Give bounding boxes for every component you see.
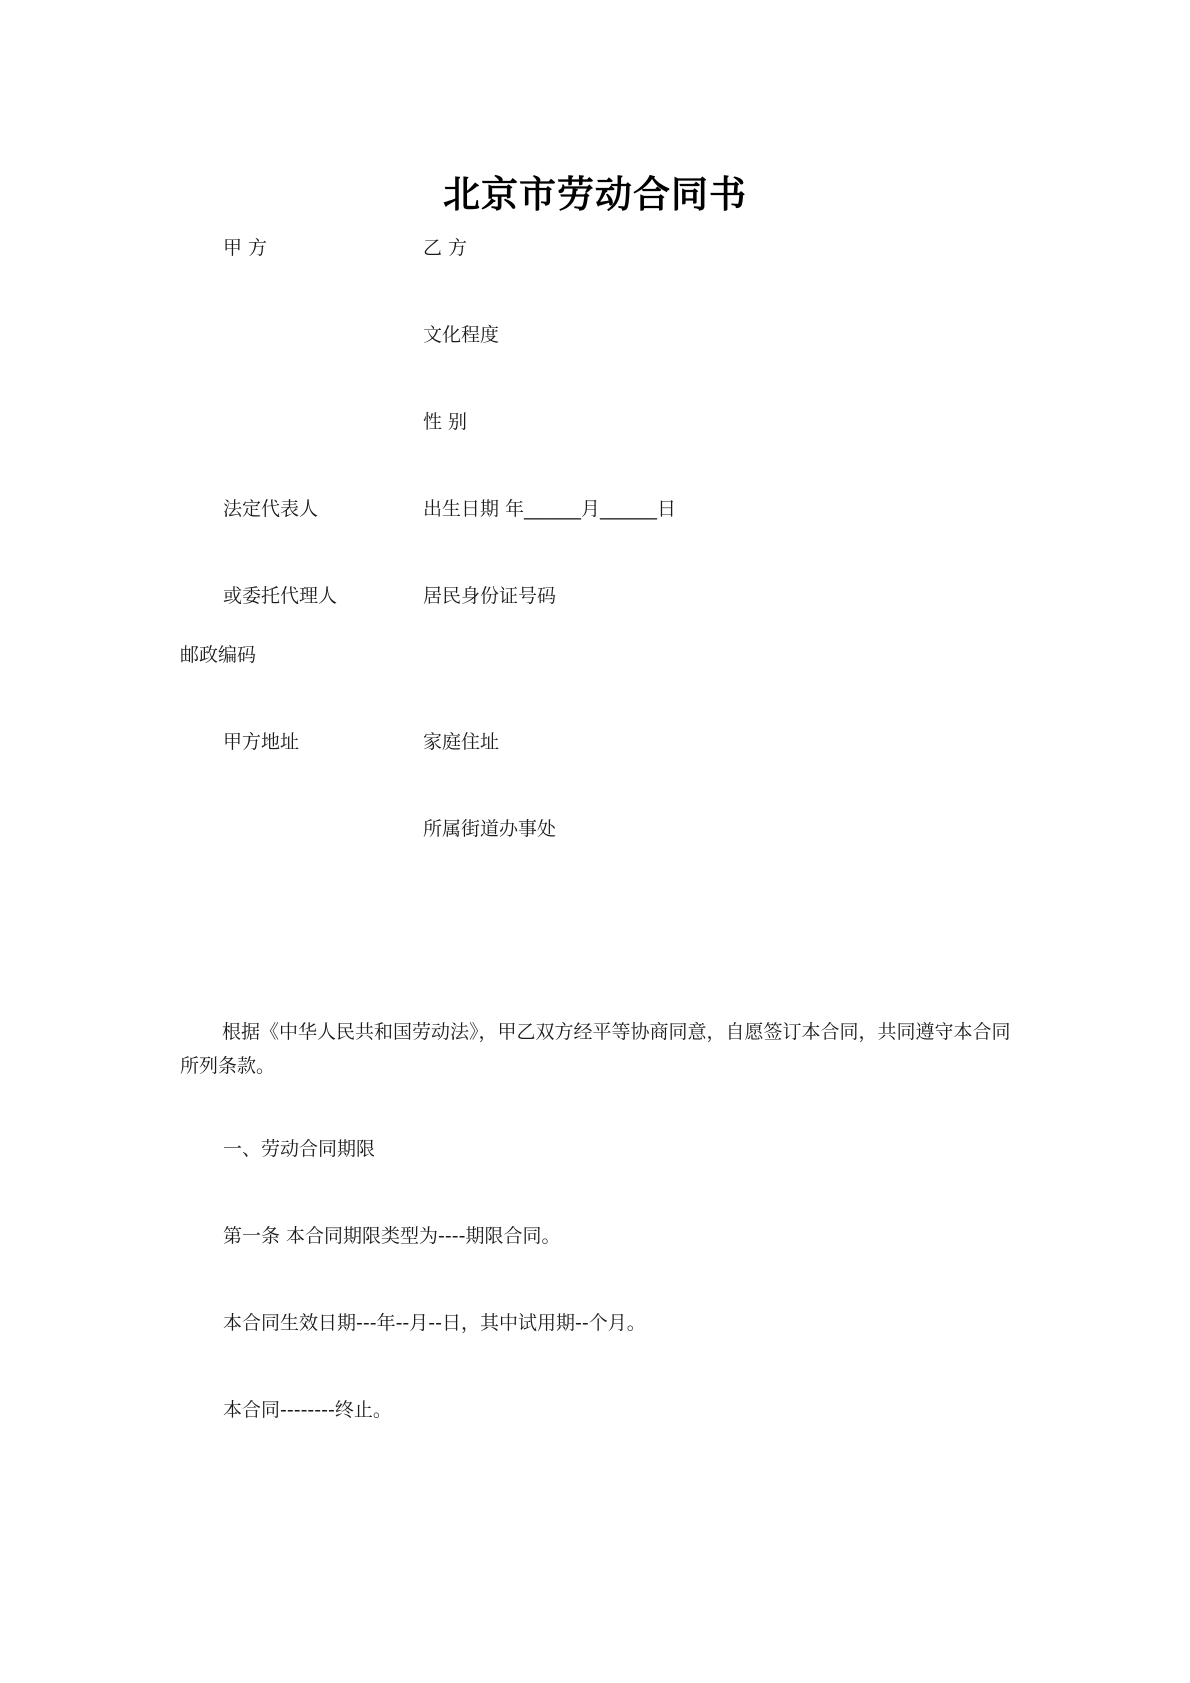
education-label: 文化程度 — [423, 324, 500, 346]
postal-code-label: 邮政编码 — [180, 644, 257, 666]
clause-article-1: 第一条 本合同期限类型为----期限合同。 — [223, 1225, 561, 1247]
subdistrict-office-label: 所属街道办事处 — [423, 818, 557, 840]
birth-date-field: 出生日期 年______月______日 — [423, 498, 677, 520]
id-number-label: 居民身份证号码 — [423, 585, 557, 607]
agent-label: 或委托代理人 — [223, 585, 338, 607]
party-b-label: 乙 方 — [423, 237, 468, 259]
section-heading: 一、劳动合同期限 — [223, 1138, 376, 1160]
home-address-label: 家庭住址 — [423, 731, 500, 753]
party-a-address-label: 甲方地址 — [223, 731, 300, 753]
clause-termination: 本合同--------终止。 — [223, 1399, 392, 1421]
document-title: 北京市劳动合同书 — [443, 173, 747, 216]
legal-representative-label: 法定代表人 — [223, 498, 319, 520]
party-a-label: 甲 方 — [223, 237, 268, 259]
preamble-paragraph: 根据《中华人民共和国劳动法》，甲乙双方经平等协商同意，自愿签订本合同，共同遵守本合同所列条款。 — [180, 1021, 1011, 1077]
clause-effective-date: 本合同生效日期---年--月--日，其中试用期--个月。 — [223, 1312, 646, 1334]
gender-label: 性 别 — [423, 411, 468, 433]
